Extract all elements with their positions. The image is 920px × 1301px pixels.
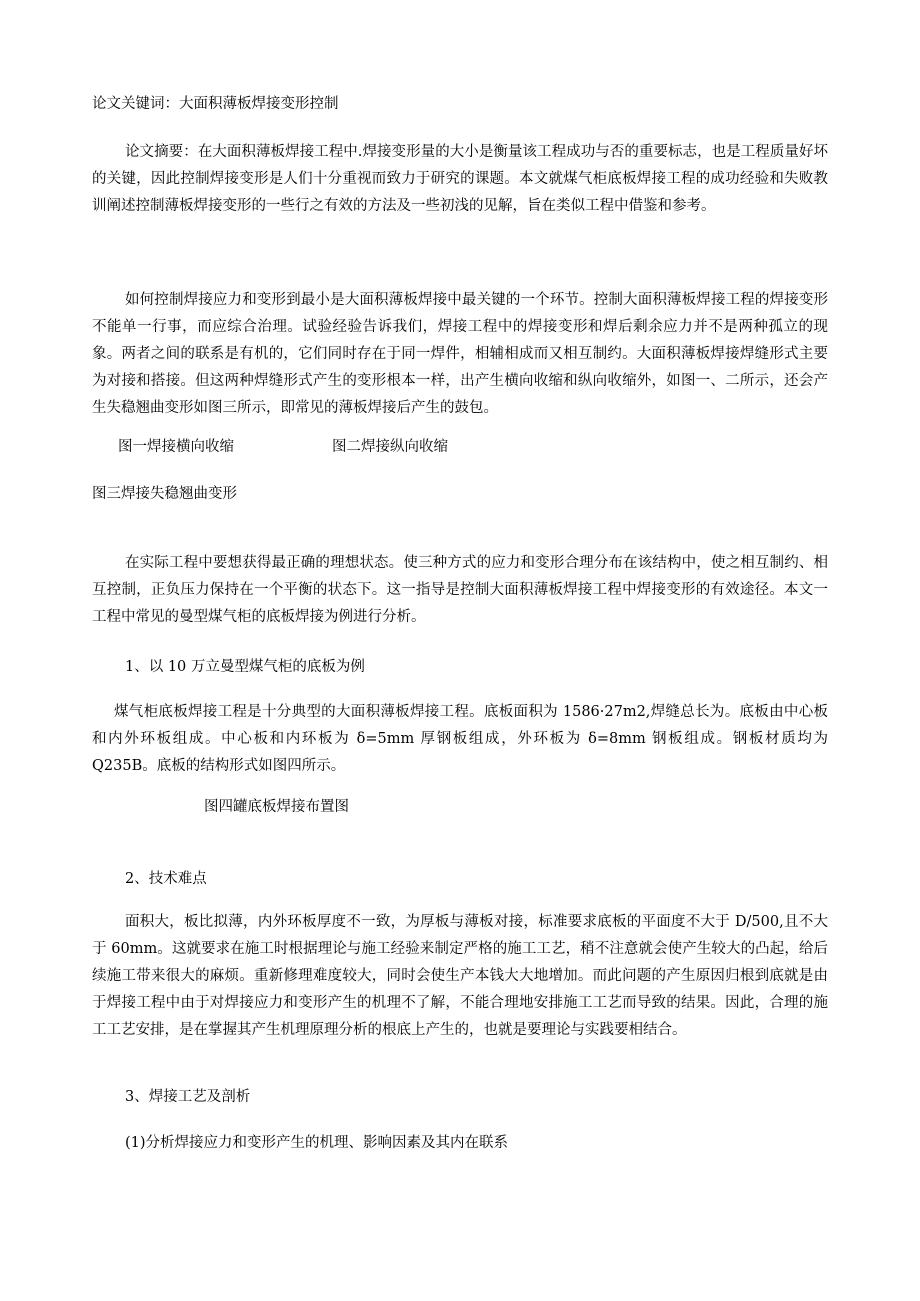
subsection-heading-1: (1)分析焊接应力和变形产生的机理、影响因素及其内在联系 bbox=[125, 1135, 509, 1151]
figure1-caption: 图一焊接横向收缩 bbox=[118, 439, 234, 455]
difficulty-paragraph: 面积大，板比拟薄，内外环板厚度不一致，为厚板与薄板对接，标准要求底板的平面度不大于 D/500,且不大于 60mm。这就要求在施工时根据理论与施工经验来制定严格的施工工艺，稍不注意就会使产生较大的凸起，给后续施工带来很大的麻烦。重新修理难度较大，同时会使生产本钱大大地增加。而此问题的产生原因归根到底就是由于焊接工程中由于对焊接应力和变形产生的机理不了解，不能合理地安排施工工艺而导致的结果。因此，合理的施工工艺安排，是在掌握其产生机理原理分析的根底上产生的，也就是要理论与实践要相结合。 bbox=[92, 914, 828, 1038]
intro-paragraph: 如何控制焊接应力和变形到最小是大面积薄板焊接中最关键的一个环节。控制大面积薄板焊接工程的焊接变形不能单一行事，而应综合治理。试验经验告诉我们，焊接工程中的焊接变形和焊后剩余应力并不是两种孤立的现象。两者之间的联系是有机的，它们同时存在于同一焊件，相辅相成而又相互制约。大面积薄板焊接焊缝形式主要为对接和搭接。但这两种焊缝形式产生的变形根本一样，出产生横向收缩和纵向收缩外，如图一、二所示，还会产生失稳翘曲变形如图三所示，即常见的薄板焊接后产生的鼓包。 bbox=[92, 292, 828, 416]
practice-paragraph: 在实际工程中要想获得最正确的理想状态。使三种方式的应力和变形合理分布在该结构中，使之相互制约、相互控制，正负压力保持在一个平衡的状态下。这一指导是控制大面积薄板焊接工程中焊接变形的有效途径。本文一工程中常见的曼型煤气柜的底板焊接为例进行分析。 bbox=[92, 555, 828, 625]
section-heading-2: 2、技术难点 bbox=[125, 871, 207, 887]
figure4-caption: 图四罐底板焊接布置图 bbox=[204, 799, 349, 815]
figure3-caption: 图三焊接失稳翘曲变形 bbox=[92, 486, 237, 502]
abstract-paragraph: 论文摘要：在大面积薄板焊接工程中.焊接变形量的大小是衡量该工程成功与否的重要标志，也是工程质量好坏的关键，因此控制焊接变形是人们十分重视而致力于研究的课题。本文就煤气柜底板焊接工程的成功经验和失败教训阐述控制薄板焊接变形的一些行之有效的方法及一些初浅的见解，旨在类似工程中借鉴和参考。 bbox=[92, 144, 828, 214]
keywords-line: 论文关键词：大面积薄板焊接变形控制 bbox=[92, 96, 339, 112]
figure2-caption: 图二焊接纵向收缩 bbox=[332, 439, 448, 455]
gas-holder-paragraph: 煤气柜底板焊接工程是十分典型的大面积薄板焊接工程。底板面积为 1586·27m2,焊缝总长为。底板由中心板和内外环板组成。中心板和内环板为 δ=5mm 厚钢板组成，外环板为 δ=8mm 钢板组成。钢板材质均为 Q235B。底板的结构形式如图四所示。 bbox=[92, 704, 828, 774]
section-heading-3: 3、焊接工艺及剖析 bbox=[125, 1089, 251, 1105]
section-heading-1: 1、以 10 万立曼型煤气柜的底板为例 bbox=[125, 659, 365, 675]
